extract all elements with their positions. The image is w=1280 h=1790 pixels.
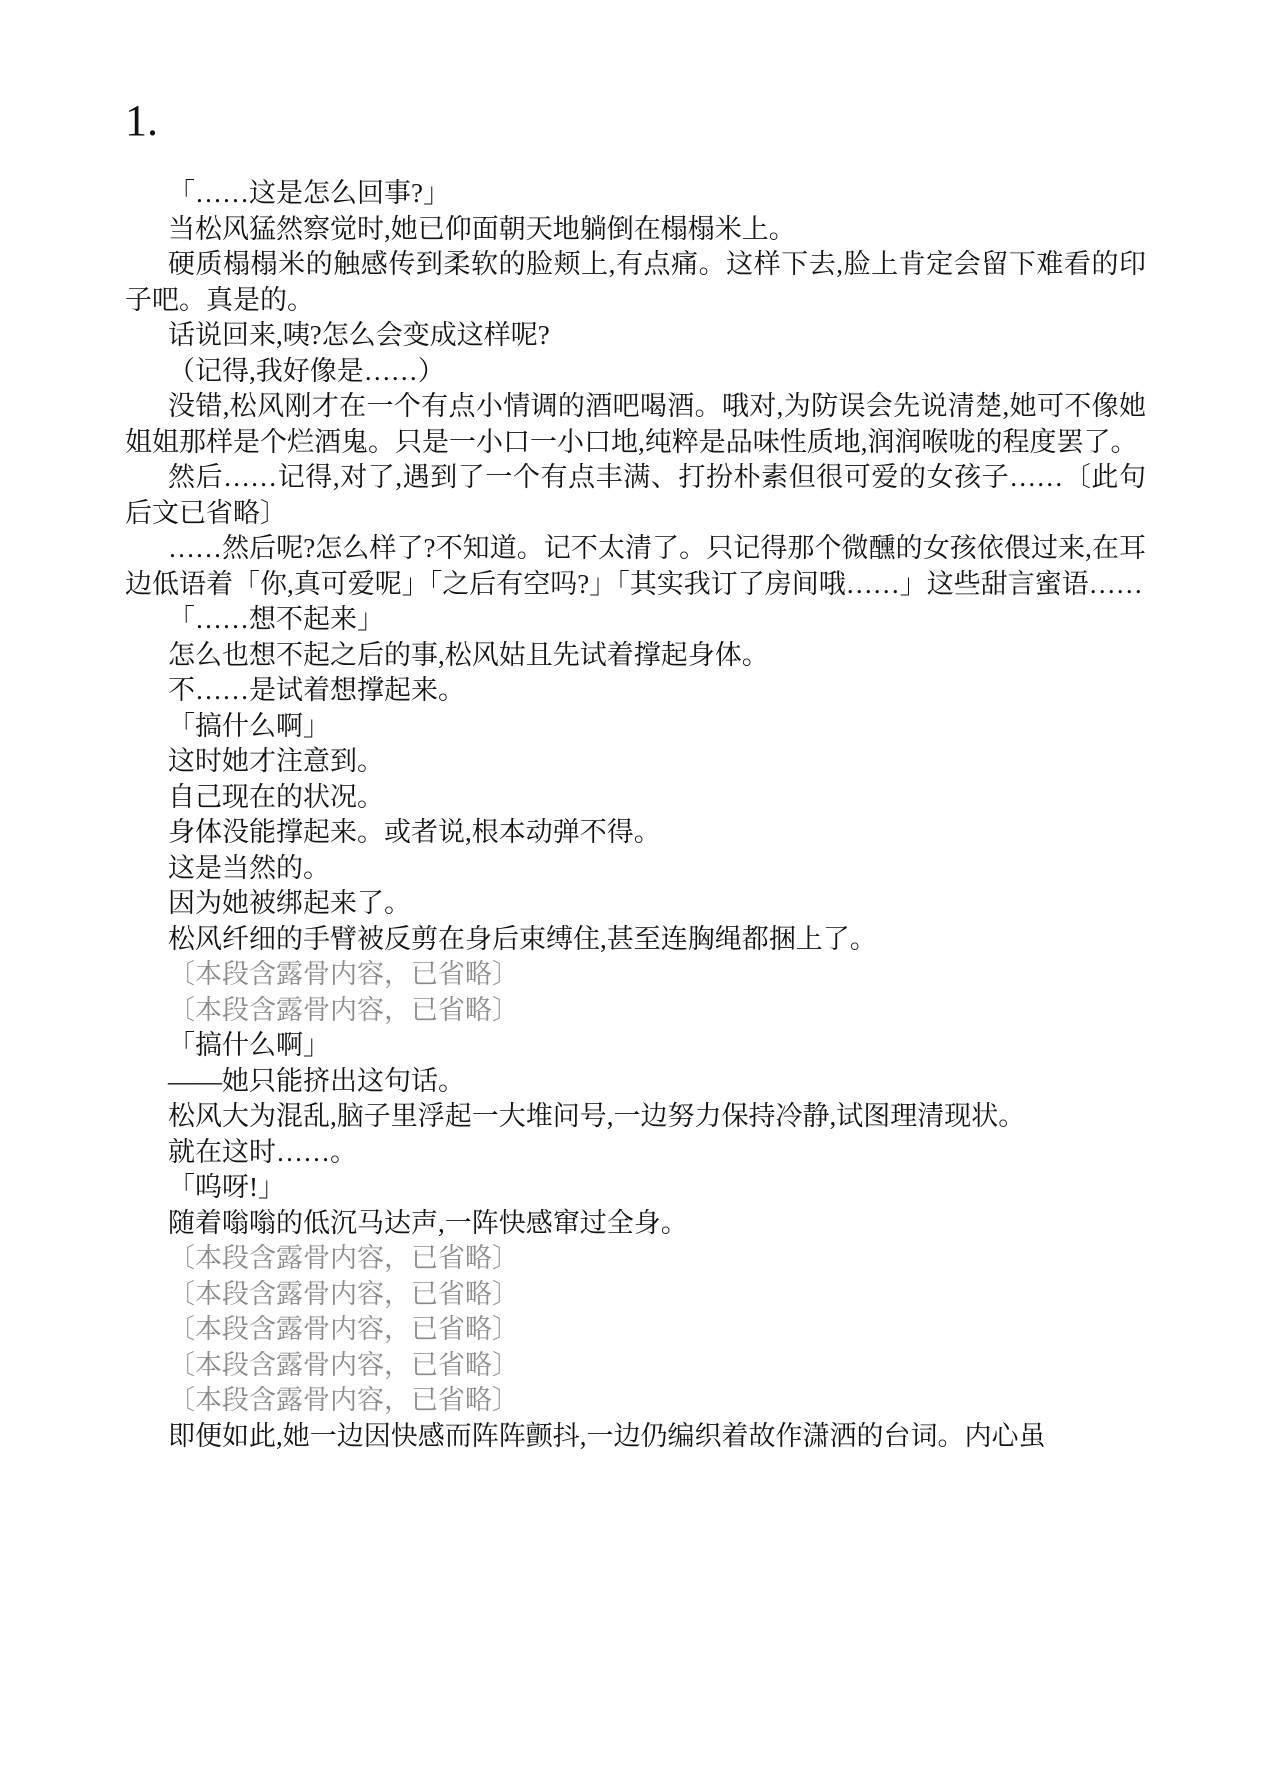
paragraph: 「……这是怎么回事?」 [168, 178, 450, 208]
paragraph: 自己现在的状况。 [168, 781, 384, 812]
paragraph: 〔本段含露骨内容，已省略〕 [168, 1243, 519, 1273]
paragraph: 这时她才注意到。 [168, 746, 384, 776]
paragraph: 没错,松风刚才在一个有点小情调的酒吧喝酒。哦对,为防误会先说清楚,她可不像她姐姐那样是个烂酒鬼。只是一小口一小口地,纯粹是品味性质地,润润喉咙的程度罢了。 [125, 391, 1146, 457]
paragraph: 松风纤细的手臂被反剪在身后束缚住,甚至连胸绳都捆上了。 [168, 923, 877, 954]
paragraph: ……然后呢?怎么样了?不知道。记不太清了。只记得那个微醺的女孩依偎过来,在耳边低语着「你,真可爱呢」「之后有空吗?」「其实我订了房间哦……」这些甜言蜜语…… [125, 533, 1146, 599]
paragraph: 这是当然的。 [168, 852, 330, 883]
paragraph: 〔本段含露骨内容，已省略〕 [168, 1385, 519, 1415]
paragraph: 「呜呀!」 [168, 1172, 285, 1202]
paragraph: 「搞什么啊」 [168, 1030, 330, 1060]
paragraph: ——她只能挤出这句话。 [168, 1065, 465, 1096]
paragraph: 话说回来,咦?怎么会变成这样呢? [168, 320, 550, 350]
paragraph: 〔本段含露骨内容，已省略〕 [168, 1278, 519, 1309]
chapter-number: 1. [125, 96, 158, 145]
paragraph: 不……是试着想撑起来。 [168, 675, 465, 705]
paragraph: （记得,我好像是……） [168, 355, 445, 386]
paragraph: 「……想不起来」 [168, 604, 384, 634]
paragraph: 〔本段含露骨内容，已省略〕 [168, 994, 519, 1025]
paragraph: 身体没能撑起来。或者说,根本动弹不得。 [168, 817, 661, 847]
paragraph: 〔本段含露骨内容，已省略〕 [168, 1314, 519, 1344]
paragraph: 「搞什么啊」 [168, 710, 330, 741]
paragraph: 随着嗡嗡的低沉马达声,一阵快感窜过全身。 [168, 1207, 688, 1238]
paragraph: 〔本段含露骨内容，已省略〕 [168, 959, 519, 989]
paragraph: 怎么也想不起之后的事,松风姑且先试着撑起身体。 [168, 639, 769, 670]
paragraphs [125, 176, 1146, 1454]
paragraph: 就在这时……。 [168, 1136, 357, 1167]
paragraph: 〔本段含露骨内容，已省略〕 [168, 1349, 519, 1380]
paragraph: 当松风猛然察觉时,她已仰面朝天地躺倒在榻榻米上。 [168, 213, 796, 244]
paragraph: 松风大为混乱,脑子里浮起一大堆问号,一边努力保持冷静,试图理清现状。 [168, 1101, 1026, 1131]
paragraph: 硬质榻榻米的触感传到柔软的脸颊上,有点痛。这样下去,脸上肯定会留下难看的印子吧。真是的。 [125, 249, 1146, 315]
paragraph: 即便如此,她一边因快感而阵阵颤抖,一边仍编织着故作潇洒的台词。内心虽 [168, 1420, 1046, 1451]
paragraph: 然后……记得,对了,遇到了一个有点丰满、打扮朴素但很可爱的女孩子……〔此句后文已省略〕 [125, 462, 1146, 528]
paragraph: 因为她被绑起来了。 [168, 888, 411, 918]
